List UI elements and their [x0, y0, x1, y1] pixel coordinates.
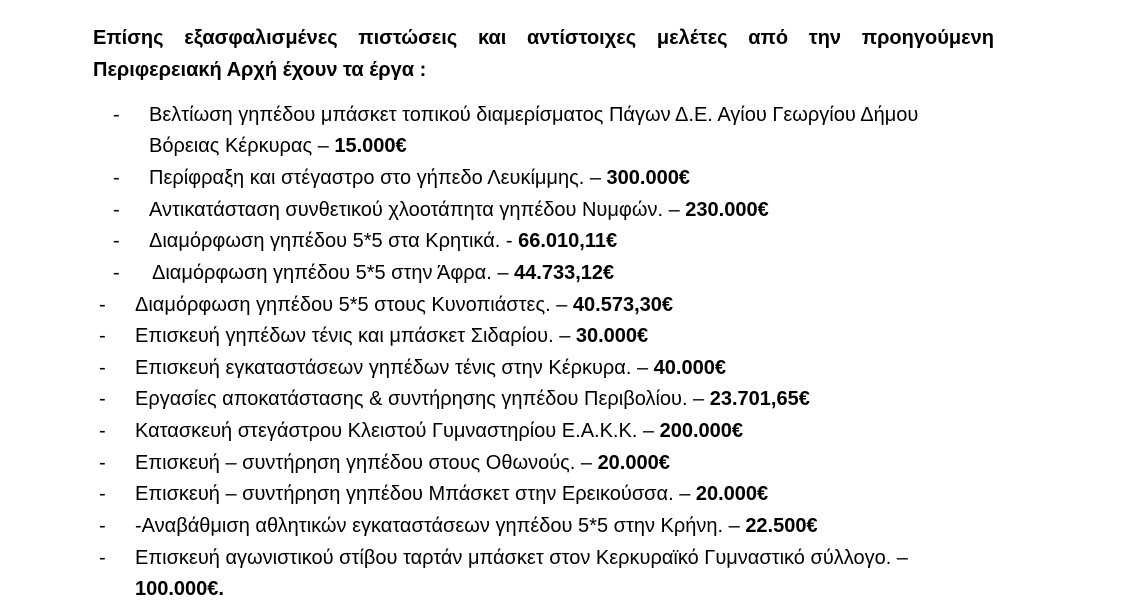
list-item-amount: 20.000€	[695, 483, 769, 505]
list-item-text: Αντικατάσταση συνθετικού χλοοτάπητα γηπέδου Νυμφών. –	[149, 199, 686, 221]
list-bullet: -	[113, 104, 120, 126]
list-item-amount: 30.000€	[575, 325, 649, 347]
list-item-text: Διαμόρφωση γηπέδου 5*5 στους Κυνοπιάστες. –	[135, 294, 573, 316]
list-item-line	[152, 258, 614, 289]
list-item-line	[135, 353, 726, 384]
list-item	[0, 416, 1126, 447]
list-item	[0, 353, 1126, 384]
intro-paragraph	[93, 22, 994, 86]
list-bullet: -	[113, 230, 120, 252]
list-item-amount: 40.000€	[653, 357, 726, 379]
list-item-text: Επισκευή – συντήρηση γηπέδου στους Οθωνούς. –	[135, 452, 598, 474]
list-item-amount: 100.000€.	[135, 578, 224, 600]
list-item	[0, 195, 1126, 226]
list-item-text: Επισκευή – συντήρηση γηπέδου Μπάσκετ στην Ερεικούσσα. –	[135, 483, 696, 505]
list-item-text: Εργασίες αποκατάστασης & συντήρησης γηπέδου Περιβολίου. –	[135, 388, 710, 410]
list-bullet: -	[113, 167, 120, 189]
intro-word: και	[477, 27, 507, 49]
list-item-text: Επισκευή γηπέδων τένις και μπάσκετ Σιδαρίου. –	[135, 325, 576, 347]
list-bullet: -	[99, 515, 106, 537]
intro-word: μελέτες	[656, 27, 728, 49]
list-item-line	[149, 163, 690, 194]
list-item-amount: 230.000€	[685, 199, 769, 221]
list-bullet: -	[99, 483, 106, 505]
list-item-amount: 300.000€	[606, 167, 690, 189]
list-item	[0, 100, 1126, 162]
intro-word: Επίσης	[93, 27, 164, 49]
list-item	[0, 384, 1126, 415]
list-item-text: Επισκευή αγωνιστικού στίβου ταρτάν μπάσκετ στον Κερκυραϊκό Γυμναστικό σύλλογο. –	[135, 547, 908, 569]
list-item-amount: 20.000€	[597, 452, 670, 474]
list-item-text: -Αναβάθμιση αθλητικών εγκαταστάσεων γηπέδου 5*5 στην Κρήνη. –	[135, 515, 746, 537]
list-item	[0, 290, 1126, 321]
list-item-text: Περίφραξη και στέγαστρο στο γήπεδο Λευκίμμης. –	[149, 167, 607, 189]
list-bullet: -	[113, 199, 120, 221]
list-item-text: Επισκευή εγκαταστάσεων γηπέδων τένις στην Κέρκυρα. –	[135, 357, 654, 379]
intro-word: αντίστοιχες	[527, 27, 637, 49]
list-item-line	[135, 448, 670, 479]
intro-word: πιστώσεις	[358, 27, 458, 49]
list-item	[0, 479, 1126, 510]
list-item-line	[135, 479, 768, 510]
list-bullet: -	[99, 357, 106, 379]
list-item-text: Διαμόρφωση γηπέδου 5*5 στα Κρητικά. -	[149, 230, 519, 252]
list-item-amount: 200.000€	[659, 420, 744, 442]
list-item-text: Βελτίωση γηπέδου μπάσκετ τοπικού διαμερίσματος Πάγων Δ.Ε. Αγίου Γεωργίου Δήμου	[149, 104, 919, 126]
list-item-line	[135, 384, 810, 415]
list-bullet: -	[99, 294, 106, 316]
list-bullet: -	[99, 420, 106, 442]
intro-line-1	[93, 22, 994, 54]
list-item-line	[135, 321, 648, 352]
list-item	[0, 163, 1126, 194]
list-item-line	[135, 511, 818, 542]
intro-word: την	[808, 27, 842, 49]
list-item	[0, 543, 1126, 605]
list-bullet: -	[99, 388, 106, 410]
list-bullet: -	[99, 452, 106, 474]
list-item-text: Κατασκευή στεγάστρου Κλειστού Γυμναστηρίου Ε.Α.Κ.Κ. –	[135, 420, 660, 442]
list-item-amount: 22.500€	[745, 515, 818, 537]
list-item-line-2	[149, 131, 407, 162]
list-item-line	[149, 226, 617, 257]
list-item-line	[135, 290, 673, 321]
list-item-amount: 23.701,65€	[709, 388, 810, 410]
intro-line-2: Περιφερειακή Αρχή έχουν τα έργα :	[93, 59, 427, 81]
intro-word: από	[748, 27, 789, 49]
list-item-line	[149, 195, 769, 226]
list-bullet: -	[113, 262, 120, 284]
intro-word: προηγούμενη	[861, 27, 994, 49]
list-item	[0, 226, 1126, 257]
list-item	[0, 321, 1126, 352]
list-item	[0, 258, 1126, 289]
list-item-text: Βόρειας Κέρκυρας –	[149, 135, 335, 157]
list-bullet: -	[99, 325, 106, 347]
list-item	[0, 511, 1126, 542]
list-item-amount: 40.573,30€	[572, 294, 674, 316]
list-bullet: -	[99, 547, 106, 569]
list-item-amount: 15.000€	[334, 135, 407, 157]
list-item-text: Διαμόρφωση γηπέδου 5*5 στην Άφρα. –	[152, 262, 515, 284]
intro-word: εξασφαλισμένες	[184, 27, 338, 49]
list-item-amount: 66.010,11€	[518, 230, 618, 252]
list-item-line	[135, 416, 743, 447]
list-item-amount: 44.733,12€	[514, 262, 615, 284]
list-item	[0, 448, 1126, 479]
